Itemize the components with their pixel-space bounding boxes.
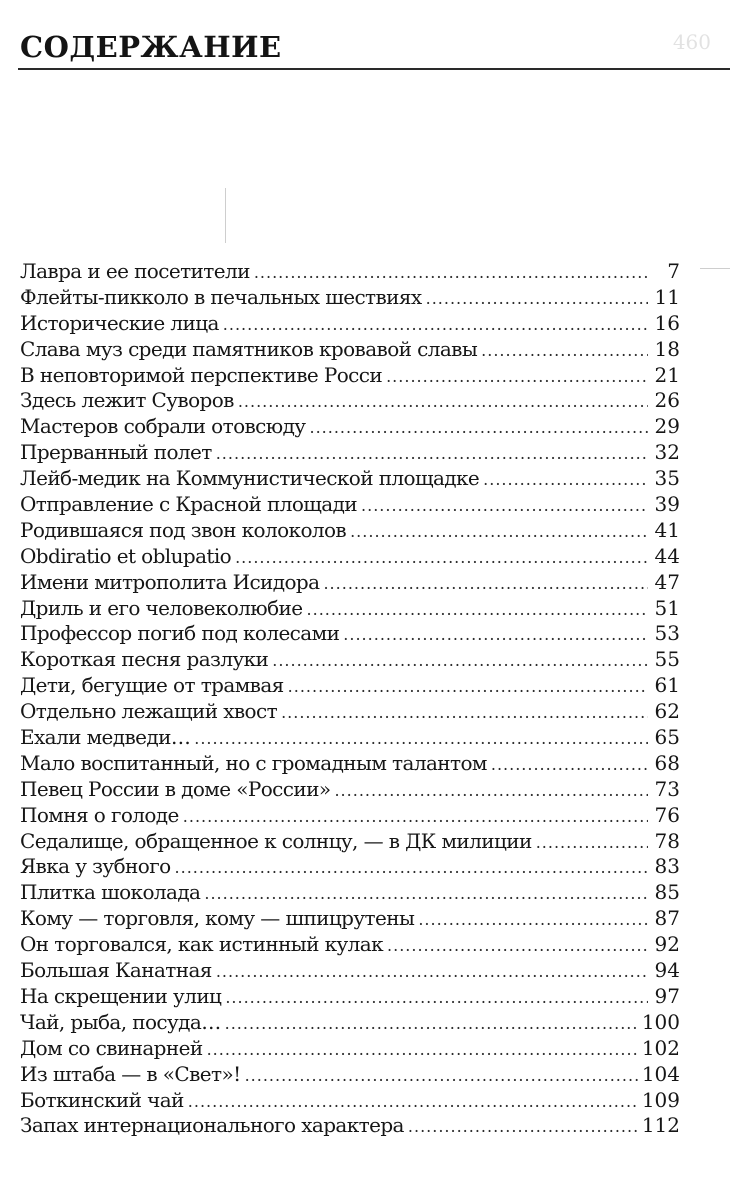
header-rule	[18, 68, 730, 70]
toc-dot-leader	[281, 700, 648, 726]
toc-entry	[20, 466, 680, 492]
toc-dot-leader	[245, 1063, 638, 1089]
toc-entry-page-number: 35	[654, 466, 680, 491]
toc-entry-page-number: 47	[654, 569, 680, 594]
toc-entry	[20, 725, 680, 751]
toc-entry	[20, 1088, 680, 1114]
toc-entry-title: Мало воспитанный, но с громадным талантом	[20, 750, 487, 775]
toc-entry-page-number: 92	[654, 932, 680, 957]
toc-entry-title: Кому — торговля, кому — шпицрутены	[20, 906, 415, 931]
toc-entry	[20, 337, 680, 363]
toc-entry	[20, 751, 680, 777]
toc-entry-page-number: 97	[654, 983, 680, 1008]
toc-dot-leader	[194, 726, 648, 752]
toc-entry-page-number: 94	[654, 958, 680, 983]
toc-entry-page-number: 104	[641, 1061, 680, 1086]
toc-entry	[20, 958, 680, 984]
toc-dot-leader	[481, 338, 648, 364]
toc-entry-title: Дом со свинарней	[20, 1035, 203, 1060]
toc-dot-leader	[225, 1011, 638, 1037]
toc-entry	[20, 906, 680, 932]
toc-entry	[20, 570, 680, 596]
toc-dot-leader	[536, 830, 648, 856]
toc-entry-page-number: 76	[654, 802, 680, 827]
toc-entry-title: Флейты-пикколо в печальных шествиях	[20, 284, 422, 309]
toc-entry-title: Лавра и ее посетители	[20, 259, 250, 283]
toc-entry-title: Профессор погиб под колесами	[20, 621, 340, 646]
toc-entry-title: Певец России в доме «России»	[20, 776, 331, 801]
toc-dot-leader	[483, 467, 648, 493]
toc-entry	[20, 699, 680, 725]
toc-entry-page-number: 21	[654, 362, 680, 387]
toc-dot-leader	[216, 959, 648, 985]
toc-entry	[20, 1010, 680, 1036]
toc-dot-leader	[309, 415, 648, 441]
toc-entry	[20, 492, 680, 518]
toc-entry	[20, 1036, 680, 1062]
toc-entry	[20, 388, 680, 414]
toc-entry	[20, 414, 680, 440]
toc-entry	[20, 440, 680, 466]
toc-dot-leader	[183, 804, 648, 830]
toc-entry-page-number: 65	[654, 725, 680, 750]
toc-entry-page-number: 39	[654, 492, 680, 517]
toc-entry-page-number: 85	[654, 880, 680, 905]
toc-entry	[20, 621, 680, 647]
toc-dot-leader	[323, 571, 648, 597]
toc-entry	[20, 829, 680, 855]
bleed-through-dash	[700, 268, 730, 269]
toc-entry	[20, 803, 680, 829]
toc-entry-title: Отправление с Красной площади	[20, 492, 358, 517]
toc-dot-leader	[175, 855, 648, 881]
toc-dot-leader	[334, 778, 648, 804]
toc-entry	[20, 596, 680, 622]
toc-entry	[20, 285, 680, 311]
toc-dot-leader	[272, 648, 648, 674]
toc-dot-leader	[350, 519, 648, 545]
toc-entry-page-number: 68	[654, 750, 680, 775]
toc-entry-title: Лейб-медик на Коммунистической площадке	[20, 466, 480, 491]
toc-entry-page-number: 16	[654, 310, 680, 335]
toc-dot-leader	[361, 493, 648, 519]
toc-entry-title: Дети, бегущие от трамвая	[20, 673, 284, 698]
toc-entry	[20, 880, 680, 906]
toc-entry-title: Из штаба — в «Свет»!	[20, 1061, 241, 1086]
toc-entry-title: Явка у зубного	[20, 854, 171, 879]
toc-entry-title: На скрещении улиц	[20, 983, 222, 1008]
toc-entry	[20, 259, 680, 285]
toc-entry-page-number: 18	[654, 336, 680, 361]
toc-entry-title: Большая Канатная	[20, 958, 212, 983]
toc-entry-page-number: 32	[654, 440, 680, 465]
toc-entry	[20, 647, 680, 673]
toc-entry	[20, 932, 680, 958]
toc-dot-leader	[387, 933, 648, 959]
toc-entry	[20, 1062, 680, 1088]
toc-entry	[20, 518, 680, 544]
toc-entry-title: Имени митрополита Исидора	[20, 569, 320, 594]
toc-entry-title: Запах интернационального характера	[20, 1113, 404, 1138]
toc-entry-page-number: 87	[654, 906, 680, 931]
toc-entry-page-number: 41	[654, 517, 680, 542]
toc-entry-page-number: 100	[641, 1009, 680, 1034]
toc-entry-page-number: 53	[654, 621, 680, 646]
toc-entry-title: Obdiratio et oblupatio	[20, 543, 232, 568]
toc-dot-leader	[307, 597, 648, 623]
toc-entry	[20, 777, 680, 803]
toc-entry	[20, 854, 680, 880]
toc-dot-leader	[235, 545, 648, 571]
toc-entry-title: Родившаяся под звон колоколов	[20, 517, 347, 542]
toc-entry-title: Плитка шоколада	[20, 880, 201, 905]
toc-entry-page-number: 78	[654, 828, 680, 853]
toc-entry-title: Мастеров собрали отовсюду	[20, 414, 306, 439]
toc-dot-leader	[491, 752, 648, 778]
bleed-through-mark	[225, 188, 226, 243]
toc-entry-title: Отдельно лежащий хвост	[20, 699, 278, 724]
toc-entry-page-number: 73	[654, 776, 680, 801]
toc-entry-page-number: 83	[654, 854, 680, 879]
toc-entry	[20, 311, 680, 337]
toc-entry-title: Седалище, обращенное к солнцу, — в ДК милиции	[20, 828, 532, 853]
toc-entry	[20, 544, 680, 570]
table-of-contents	[20, 259, 680, 1139]
toc-dot-leader	[418, 907, 648, 933]
toc-entry	[20, 673, 680, 699]
toc-dot-leader	[238, 389, 648, 415]
toc-entry-title: Слава муз среди памятников кровавой славы	[20, 336, 478, 361]
toc-entry-page-number: 51	[654, 595, 680, 620]
toc-entry-title: Он торговался, как истинный кулак	[20, 932, 384, 957]
toc-dot-leader	[225, 985, 648, 1011]
toc-dot-leader	[204, 881, 648, 907]
toc-entry-page-number: 102	[641, 1035, 680, 1060]
toc-entry-title: Прерванный полет	[20, 440, 212, 465]
toc-entry	[20, 363, 680, 389]
toc-dot-leader	[188, 1089, 638, 1115]
toc-dot-leader	[207, 1037, 638, 1063]
toc-entry-title: Боткинский чай	[20, 1087, 184, 1112]
toc-dot-leader	[216, 441, 648, 467]
toc-entry	[20, 984, 680, 1010]
toc-entry-page-number: 61	[654, 673, 680, 698]
toc-entry-title: Исторические лица	[20, 310, 219, 335]
toc-dot-leader	[408, 1114, 638, 1140]
bleed-through-page-number: 460	[672, 30, 711, 54]
toc-dot-leader	[254, 260, 648, 286]
toc-dot-leader	[386, 364, 648, 390]
page-title: СОДЕРЖАНИЕ	[20, 30, 282, 64]
toc-entry	[20, 1113, 680, 1139]
toc-entry-title: Помня о голоде	[20, 802, 179, 827]
toc-entry-page-number: 109	[641, 1087, 680, 1112]
toc-entry-page-number: 7	[667, 259, 680, 283]
toc-entry-page-number: 55	[654, 647, 680, 672]
toc-entry-title: Здесь лежит Суворов	[20, 388, 234, 413]
toc-dot-leader	[223, 312, 648, 338]
toc-entry-title: В неповторимой перспективе Росси	[20, 362, 383, 387]
toc-entry-title: Чай, рыба, посуда…	[20, 1009, 221, 1034]
toc-entry-title: Ехали медведи…	[20, 725, 191, 750]
toc-entry-page-number: 29	[654, 414, 680, 439]
toc-entry-title: Дриль и его человеколюбие	[20, 595, 303, 620]
toc-entry-title: Короткая песня разлуки	[20, 647, 269, 672]
toc-entry-page-number: 112	[641, 1113, 680, 1138]
toc-entry-page-number: 11	[654, 284, 680, 309]
toc-dot-leader	[426, 286, 648, 312]
toc-entry-page-number: 26	[654, 388, 680, 413]
toc-entry-page-number: 62	[654, 699, 680, 724]
toc-dot-leader	[343, 622, 648, 648]
toc-dot-leader	[288, 674, 648, 700]
toc-entry-page-number: 44	[654, 543, 680, 568]
